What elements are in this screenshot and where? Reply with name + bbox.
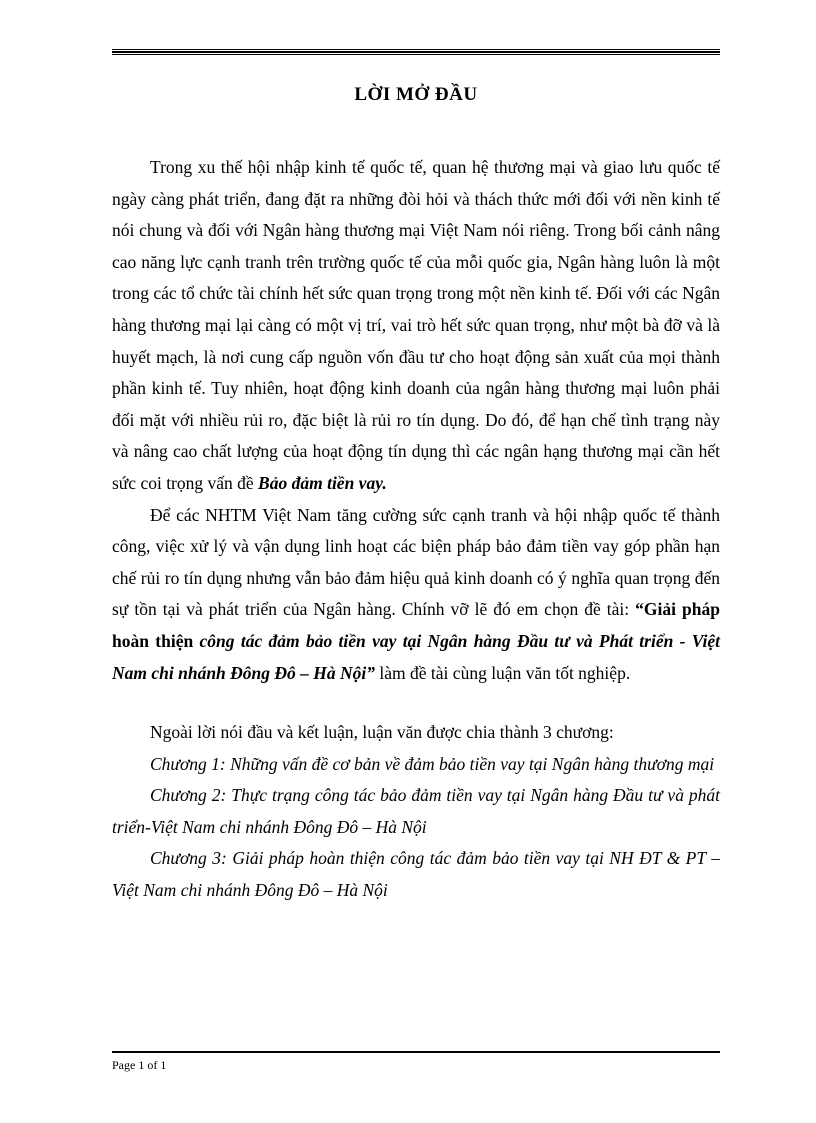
chapter-3: Chương 3: Giải pháp hoàn thiện công tác đảm bảo tiền vay tại NH ĐT & PT – Việt Nam chi nhánh Đông Đô – Hà Nội [112,848,720,901]
chapter-2: Chương 2: Thực trạng công tác bảo đảm tiền vay tại Ngân hàng Đầu tư và phát triển-Việt Nam chi nhánh Đông Đô – Hà Nội [112,785,720,837]
page-footer: Page 1 of 1 [112,1058,167,1072]
chapter-1: Chương 1: Những vấn đề cơ bản về đảm bảo tiền vay tại Ngân hàng thương mại [150,753,715,774]
paragraph-3: Ngoài lời nói đầu và kết luận, luận văn được chia thành 3 chương: [150,722,614,743]
document-body [112,152,720,907]
paragraph-2-text-a: Để các NHTM Việt Nam tăng cường sức cạnh tranh và hội nhập quốc tế thành công, việc xử lý và vận dụng linh hoạt các biện pháp bảo đảm tiền vay góp phần hạn chế rủi ro tín dụng nhưng vẫn bảo đảm hiệu quả kinh doanh có ý nghĩa quan trọng đến sự tồn tại và phát triển của Ngân hàng. Chính vỡ lẽ đó em chọn đề tài: [112,504,720,620]
page-title: LỜI MỞ ĐẦU [354,84,478,105]
topic-bold: “Giải pháp hoàn thiện [112,599,720,651]
paragraph-1-emphasis: Bảo đảm tiền vay. [258,472,387,493]
header-rule-3 [112,54,720,55]
paragraph-1-text: Trong xu thế hội nhập kinh tế quốc tế, quan hệ thương mại và giao lưu quốc tế ngày càng phát triển, đang đặt ra những đòi hỏi và thách thức mới đối với nền kinh tế nói chung và đối với Ngân hàng thương mại Việt Nam nói riêng. Trong bối cảnh nâng cao năng lực cạnh tranh trên trường quốc tế của mỗi quốc gia, Ngân hàng luôn là một trong các tổ chức tài chính hết sức quan trọng trong một nền kinh tế. Đối với các Ngân hàng thương mại lại càng có một vị trí, vai trò hết sức quan trọng, như một bà đỡ và là huyết mạch, là nơi cung cấp nguồn vốn đầu tư cho hoạt động sản xuất của mọi thành phần kinh tế. Tuy nhiên, hoạt động kinh doanh của ngân hàng thương mại luôn phải đối mặt với nhiều rủi ro, đặc biệt là rủi ro tín dụng. Do đó, để hạn chế tình trạng này và nâng cao chất lượng của hoạt động tín dụng thì các ngân hạng thương mại cần hết sức coi trọng vấn đề [112,157,720,493]
paragraph-1 [112,152,720,500]
paragraph-2-text-b: làm đề tài cùng luận văn tốt nghiệp. [375,662,631,683]
topic-bold-italic: công tác đảm bảo tiền vay tại Ngân hàng Đầu tư và Phát triển - Việt Nam chi nhánh Đông Đô – Hà Nội” [112,630,720,683]
paragraph-2 [112,500,720,690]
header-rule-1 [112,49,720,50]
paragraph-gap [112,689,720,717]
header-rule-2 [112,51,720,53]
footer-rule [112,1051,720,1053]
